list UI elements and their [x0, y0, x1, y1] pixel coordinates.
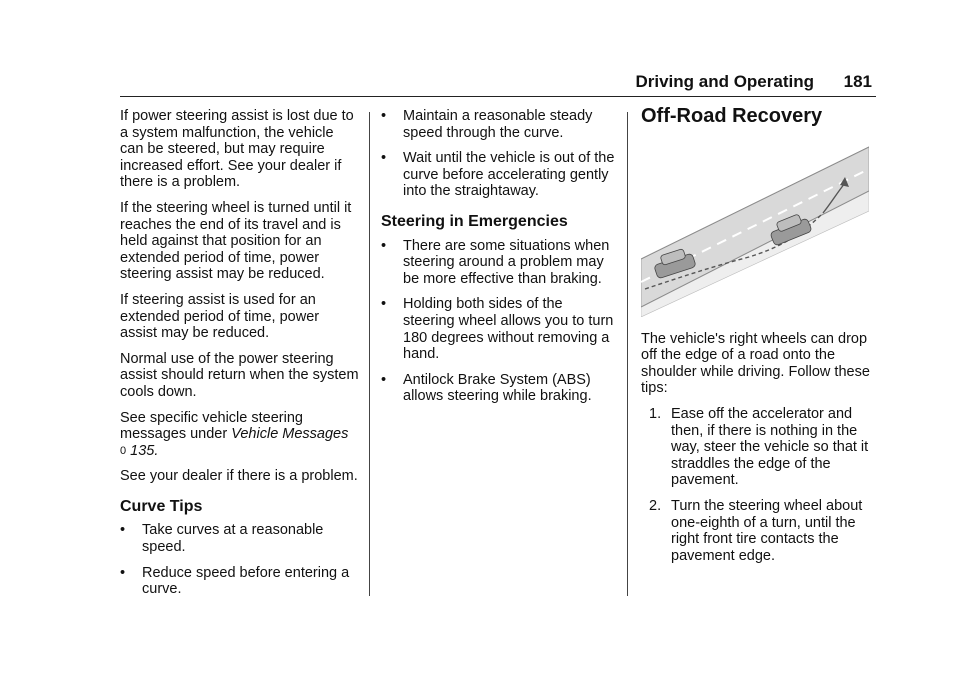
- step-number: 1.: [649, 405, 662, 422]
- header-rule: [120, 96, 876, 97]
- paragraph-see-messages: [120, 410, 360, 460]
- list-item: [120, 522, 360, 555]
- column-1: [120, 108, 360, 607]
- step-number: 2.: [649, 497, 662, 514]
- list-item-text: There are some situations when steering around a problem may be more effective than braking.: [403, 237, 610, 287]
- heading-curve-tips: Curve Tips: [120, 497, 203, 515]
- column-2: [381, 108, 617, 414]
- bullet-icon: •: [381, 371, 387, 388]
- section-title: Driving and Operating: [635, 72, 814, 91]
- see-messages-text: See specific vehicle steering messages under: [120, 409, 303, 443]
- list-item: [381, 296, 617, 362]
- bullet-icon: •: [120, 522, 126, 539]
- paragraph-power-steering-loss: If power steering assist is lost due to a system malfunction, the vehicle can be steered, but may require increased effort. See your dealer if there is a problem.: [120, 108, 354, 191]
- page-reference-icon: 0: [120, 444, 127, 457]
- list-item-text: Reduce speed before entering a curve.: [142, 564, 350, 598]
- bullet-icon: •: [120, 564, 126, 581]
- bullet-icon: •: [381, 296, 387, 313]
- list-item: [641, 498, 877, 564]
- list-item: [381, 372, 617, 405]
- page-number: 181: [843, 72, 872, 91]
- bullet-icon: •: [381, 150, 387, 167]
- page-reference-number[interactable]: 135.: [130, 442, 159, 459]
- list-item: [641, 406, 877, 489]
- paragraph-steering-end-travel: If the steering wheel is turned until it reaches the end of its travel and is held against that position for an extended period of time, power steering assist may be reduced.: [120, 199, 352, 283]
- step-text: Ease off the accelerator and then, if there is nothing in the way, steer the vehicle so that it straddles the edge of the pavement.: [671, 405, 869, 489]
- off-road-recovery-illustration: [641, 139, 869, 317]
- list-item-text: Maintain a reasonable steady speed through the curve.: [403, 108, 593, 141]
- vehicle-messages-link[interactable]: Vehicle Messages: [231, 426, 349, 443]
- column-3: [641, 105, 877, 573]
- column-divider-2: [627, 112, 628, 596]
- page-header: [0, 72, 960, 94]
- paragraph-see-dealer: See your dealer if there is a problem.: [120, 468, 358, 485]
- paragraph-normal-use: Normal use of the power steering assist should return when the system cools down.: [120, 350, 359, 400]
- list-item: [381, 150, 617, 200]
- heading-off-road-recovery: Off-Road Recovery: [641, 105, 823, 127]
- step-text: Turn the steering wheel about one-eighth of a turn, until the right front tire contacts the pavement edge.: [671, 497, 863, 564]
- paragraph-off-road-intro: The vehicle's right wheels can drop off the edge of a road onto the shoulder while driving. Follow these tips:: [641, 330, 870, 397]
- bullet-icon: •: [381, 237, 387, 254]
- list-item-text: Antilock Brake System (ABS) allows steering while braking.: [403, 371, 592, 405]
- paragraph-extended-assist: If steering assist is used for an extended period of time, power assist may be reduced.: [120, 291, 320, 342]
- list-item-text: Wait until the vehicle is out of the curve before accelerating gently into the straightaway.: [403, 150, 615, 200]
- bullet-icon: •: [381, 108, 387, 124]
- list-item: [120, 565, 360, 598]
- list-item: [381, 108, 617, 141]
- heading-steering-emergencies: Steering in Emergencies: [381, 212, 568, 230]
- list-item: [381, 238, 617, 288]
- list-item-text: Holding both sides of the steering wheel allows you to turn 180 degrees without removing a hand.: [403, 296, 614, 363]
- list-item-text: Take curves at a reasonable speed.: [142, 522, 324, 556]
- column-divider-1: [369, 112, 370, 596]
